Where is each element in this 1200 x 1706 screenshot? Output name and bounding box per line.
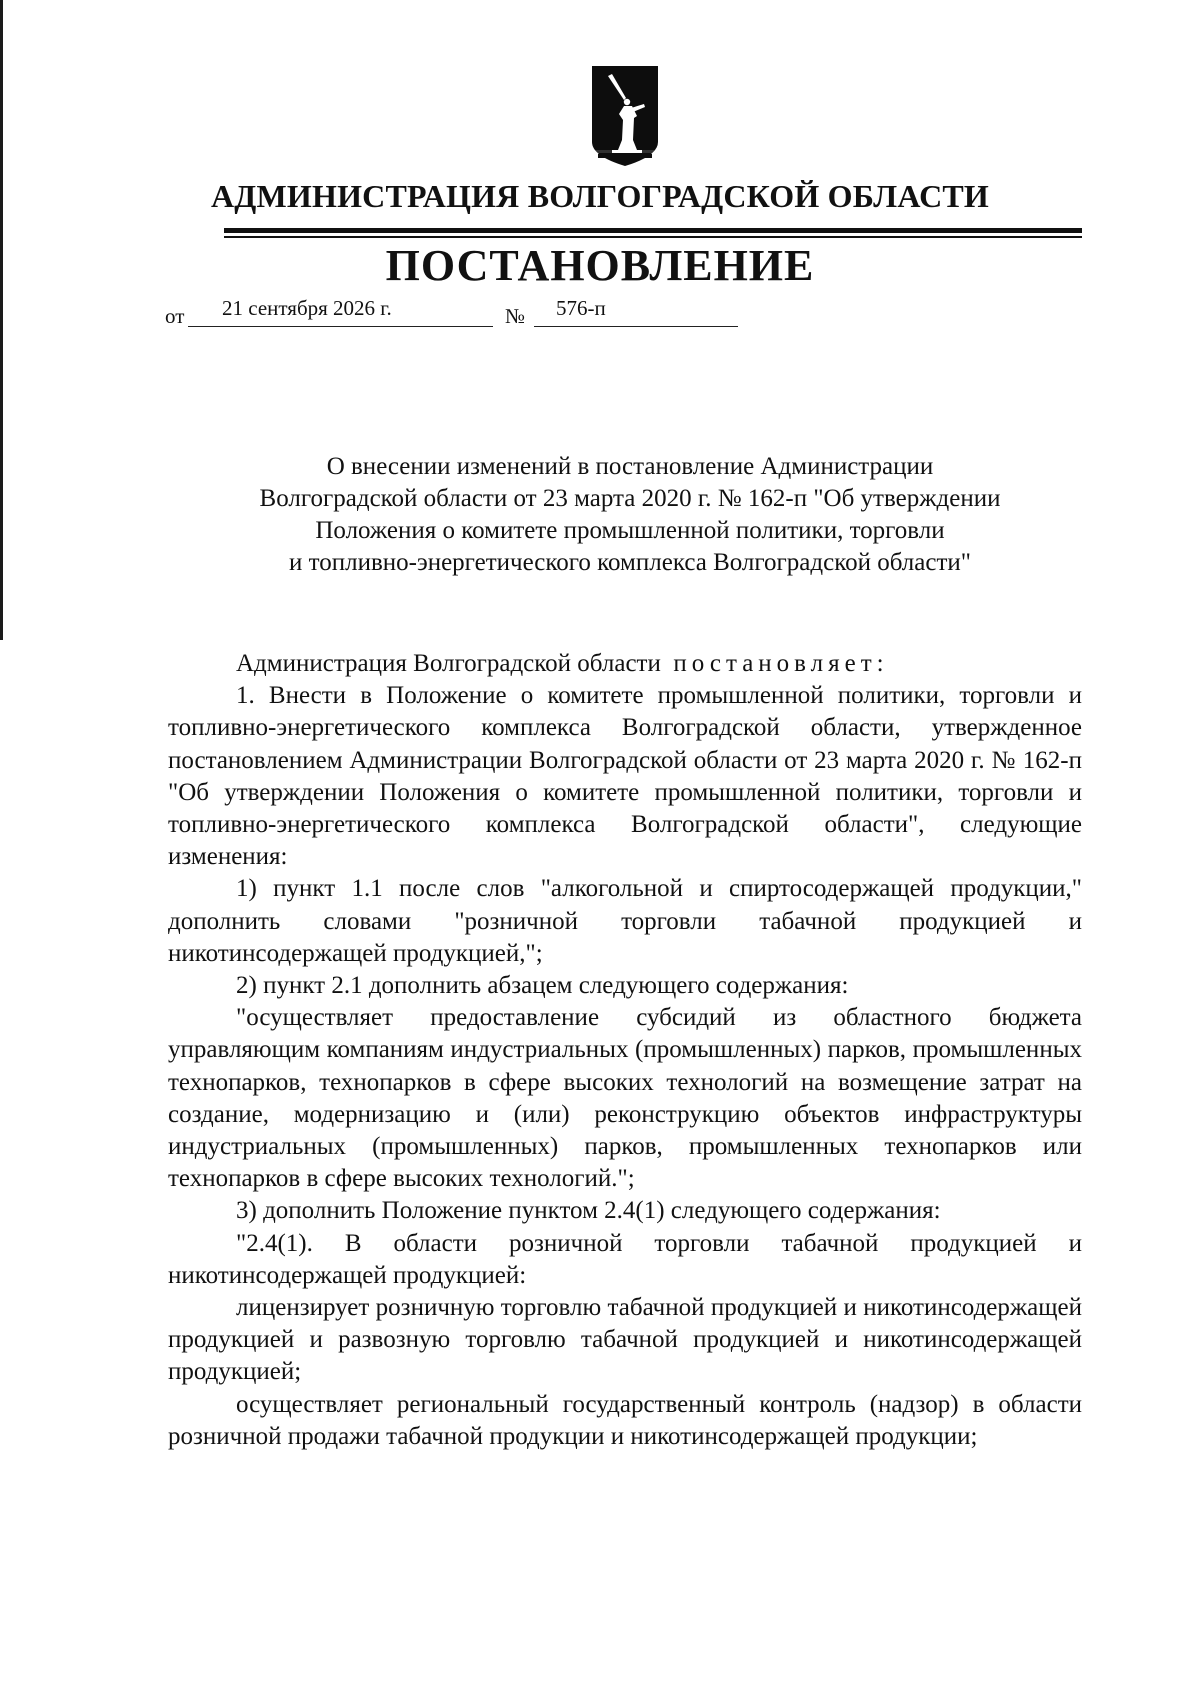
paragraph-licensing: лицензирует розничную торговлю табачной продукцией и никотинсодержащей продукцией и развозную торговлю табачной продукцией и никотинсодержащей продукцией;	[168, 1294, 1082, 1386]
paragraph-amendment-2-text: "осуществляет предоставление субсидий из областного бюджета управляющим компаниям индустриальных (промышленных) парков, промышленных технопарков, технопарков в сфере высоких технологий на возмещение затрат на создание, модернизацию и (или) реконструкцию объектов инфраструктуры индустриальных (промышленных) парков, промышленных технопарков или технопарков в сфере высоких технологий.";	[168, 1004, 1082, 1193]
document-number: 576-п	[556, 296, 606, 320]
paragraph-amendment-3-heading: "2.4(1). В области розничной торговли табачной продукцией и никотинсодержащей продукцией:	[168, 1229, 1082, 1289]
paragraph-control: осуществляет региональный государственный контроль (надзор) в области розничной продажи табачной продукции и никотинсодержащей продукции;	[168, 1390, 1082, 1450]
paragraph-amendment-3: 3) дополнить Положение пунктом 2.4(1) следующего содержания:	[236, 1197, 941, 1225]
document-body	[168, 648, 1082, 1453]
organization-title: АДМИНИСТРАЦИЯ ВОЛГОГРАДСКОЙ ОБЛАСТИ	[210, 178, 990, 214]
subject-line-4: и топливно-энергетического комплекса Волгоградской области"	[289, 549, 971, 576]
date-underline	[188, 326, 493, 327]
paragraph-1: 1. Внести в Положение о комитете промышленной политики, торговли и топливно-энергетического комплекса Волгоградской области, утвержденное постановлением Администрации Волгоградской области от 23 марта 2020 г. № 162-п "Об утверждении Положения о комитете промышленной политики, торговли и топливно-энергетического комплекса Волгоградской области", следующие изменения:	[168, 682, 1082, 871]
intro-paragraph	[168, 648, 1082, 680]
paragraph-amendment-1: 1) пункт 1.1 после слов "алкогольной и спиртосодержащей продукции," дополнить словами "розничной торговли табачной продукцией и никотинсодержащей продукцией,";	[168, 875, 1082, 967]
number-prefix: №	[505, 304, 526, 328]
intro-text: Администрация Волгоградской области	[236, 650, 661, 677]
header-rule-thick	[224, 228, 1082, 233]
scan-edge-shadow	[0, 0, 3, 640]
subject-line-2: Волгоградской области от 23 марта 2020 г. № 162-п "Об утверждении	[259, 485, 1001, 512]
document-type-title: ПОСТАНОВЛЕНИЕ	[385, 241, 815, 290]
coat-of-arms-emblem	[588, 64, 662, 168]
document-subject	[180, 451, 1080, 579]
document-date: 21 сентября 2026 г.	[222, 296, 392, 320]
paragraph-amendment-2: 2) пункт 2.1 дополнить абзацем следующего содержания:	[236, 972, 849, 1000]
header-rule-thin	[224, 236, 1082, 238]
subject-line-3: Положения о комитете промышленной политики, торговли	[315, 517, 945, 544]
subject-line-1: О внесении изменений в постановление Администрации	[326, 453, 934, 480]
date-prefix: от	[165, 304, 185, 328]
intro-verb: постановляет:	[673, 650, 889, 677]
number-underline	[534, 326, 738, 327]
